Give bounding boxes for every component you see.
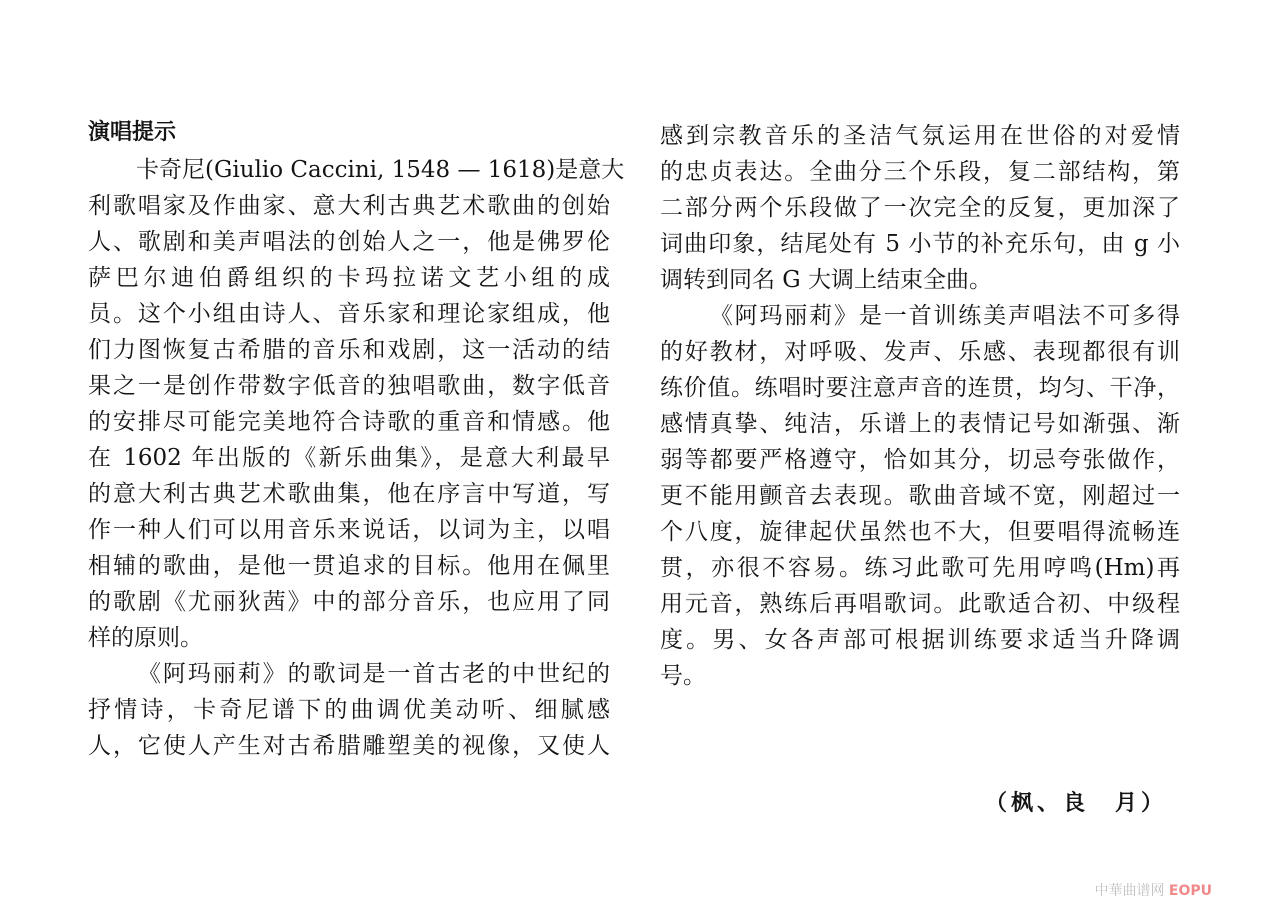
- text-line: 利歌唱家及作曲家、意大利古典艺术歌曲的创始: [88, 193, 610, 219]
- text-line: 们力图恢复古希腊的音乐和戏剧，这一活动的结: [88, 337, 610, 363]
- left-column: [88, 118, 625, 764]
- text-line: 更不能用颤音去表现。歌曲音域不宽，刚超过一: [660, 483, 1180, 509]
- text-line: 号。: [660, 663, 706, 689]
- text-line: 员。这个小组由诗人、音乐家和理论家组成，他: [88, 301, 610, 327]
- text-line: 词曲印象，结尾处有 5 小节的补充乐句，由 g 小: [660, 231, 1180, 257]
- watermark-accent: EOPU: [1168, 883, 1212, 899]
- text-line: 人、歌剧和美声唱法的创始人之一，他是佛罗伦: [88, 229, 610, 255]
- text-line: 在 1602 年出版的《新乐曲集》，是意大利最早: [88, 445, 610, 471]
- text-line: 调转到同名 G 大调上结束全曲。: [660, 267, 992, 293]
- text-line: 感到宗教音乐的圣洁气氛运用在世俗的对爱情: [660, 123, 1180, 149]
- site-watermark: [1094, 880, 1212, 900]
- text-line: 《阿玛丽莉》的歌词是一首古老的中世纪的: [136, 661, 610, 687]
- text-line: 的意大利古典艺术歌曲集，他在序言中写道，写: [88, 481, 610, 507]
- text-line: 练价值。练唱时要注意声音的连贯，均匀、干净，: [660, 375, 1180, 401]
- text-line: 相辅的歌曲，是他一贯追求的目标。他用在佩里: [88, 553, 610, 579]
- text-line: 《阿玛丽莉》是一首训练美声唱法不可多得: [708, 303, 1180, 329]
- text-line: 感情真挚、纯洁，乐谱上的表情记号如渐强、渐: [660, 411, 1180, 437]
- paragraph-structure: [660, 118, 1180, 298]
- watermark-text: 中華曲谱网: [1094, 883, 1165, 899]
- text-line: 卡奇尼(Giulio Caccini, 1548 — 1618)是意大: [136, 157, 625, 183]
- text-line: 的歌剧《尤丽狄茜》中的部分音乐，也应用了同: [88, 589, 610, 615]
- text-line: 样的原则。: [88, 625, 203, 651]
- text-line: 人，它使人产生对古希腊雕塑美的视像，又使人: [88, 733, 610, 759]
- paragraph-training-value: [660, 298, 1180, 694]
- author-signature: （枫、良 月）: [985, 791, 1168, 816]
- text-line: 个八度，旋律起伏虽然也不大，但要唱得流畅连: [660, 519, 1180, 545]
- text-line: 作一种人们可以用音乐来说话，以词为主，以唱: [88, 517, 610, 543]
- text-line: 贯，亦很不容易。练习此歌可先用哼鸣(Hm)再: [660, 555, 1180, 581]
- text-line: 的安排尽可能完美地符合诗歌的重音和情感。他: [88, 409, 610, 435]
- paragraph-caccini-bio: [88, 152, 625, 656]
- text-line: 弱等都要严格遵守，恰如其分，切忌夸张做作，: [660, 447, 1180, 473]
- text-line: 的忠贞表达。全曲分三个乐段，复二部结构，第: [660, 159, 1180, 185]
- text-line: 果之一是创作带数字低音的独唱歌曲，数字低音: [88, 373, 610, 399]
- text-line: 的好教材，对呼吸、发声、乐感、表现都很有训: [660, 339, 1180, 365]
- section-heading: 演唱提示: [88, 120, 177, 145]
- text-line: 萨巴尔迪伯爵组织的卡玛拉诺文艺小组的成: [88, 265, 610, 291]
- right-column: [660, 118, 1180, 694]
- text-line: 抒情诗，卡奇尼谱下的曲调优美动听、细腻感: [88, 697, 610, 723]
- text-line: 用元音，熟练后再唱歌词。此歌适合初、中级程: [660, 591, 1180, 617]
- text-line: 度。男、女各声部可根据训练要求适当升降调: [660, 627, 1180, 653]
- paragraph-lyrics-intro: [88, 656, 610, 764]
- text-line: 二部分两个乐段做了一次完全的反复，更加深了: [660, 195, 1180, 221]
